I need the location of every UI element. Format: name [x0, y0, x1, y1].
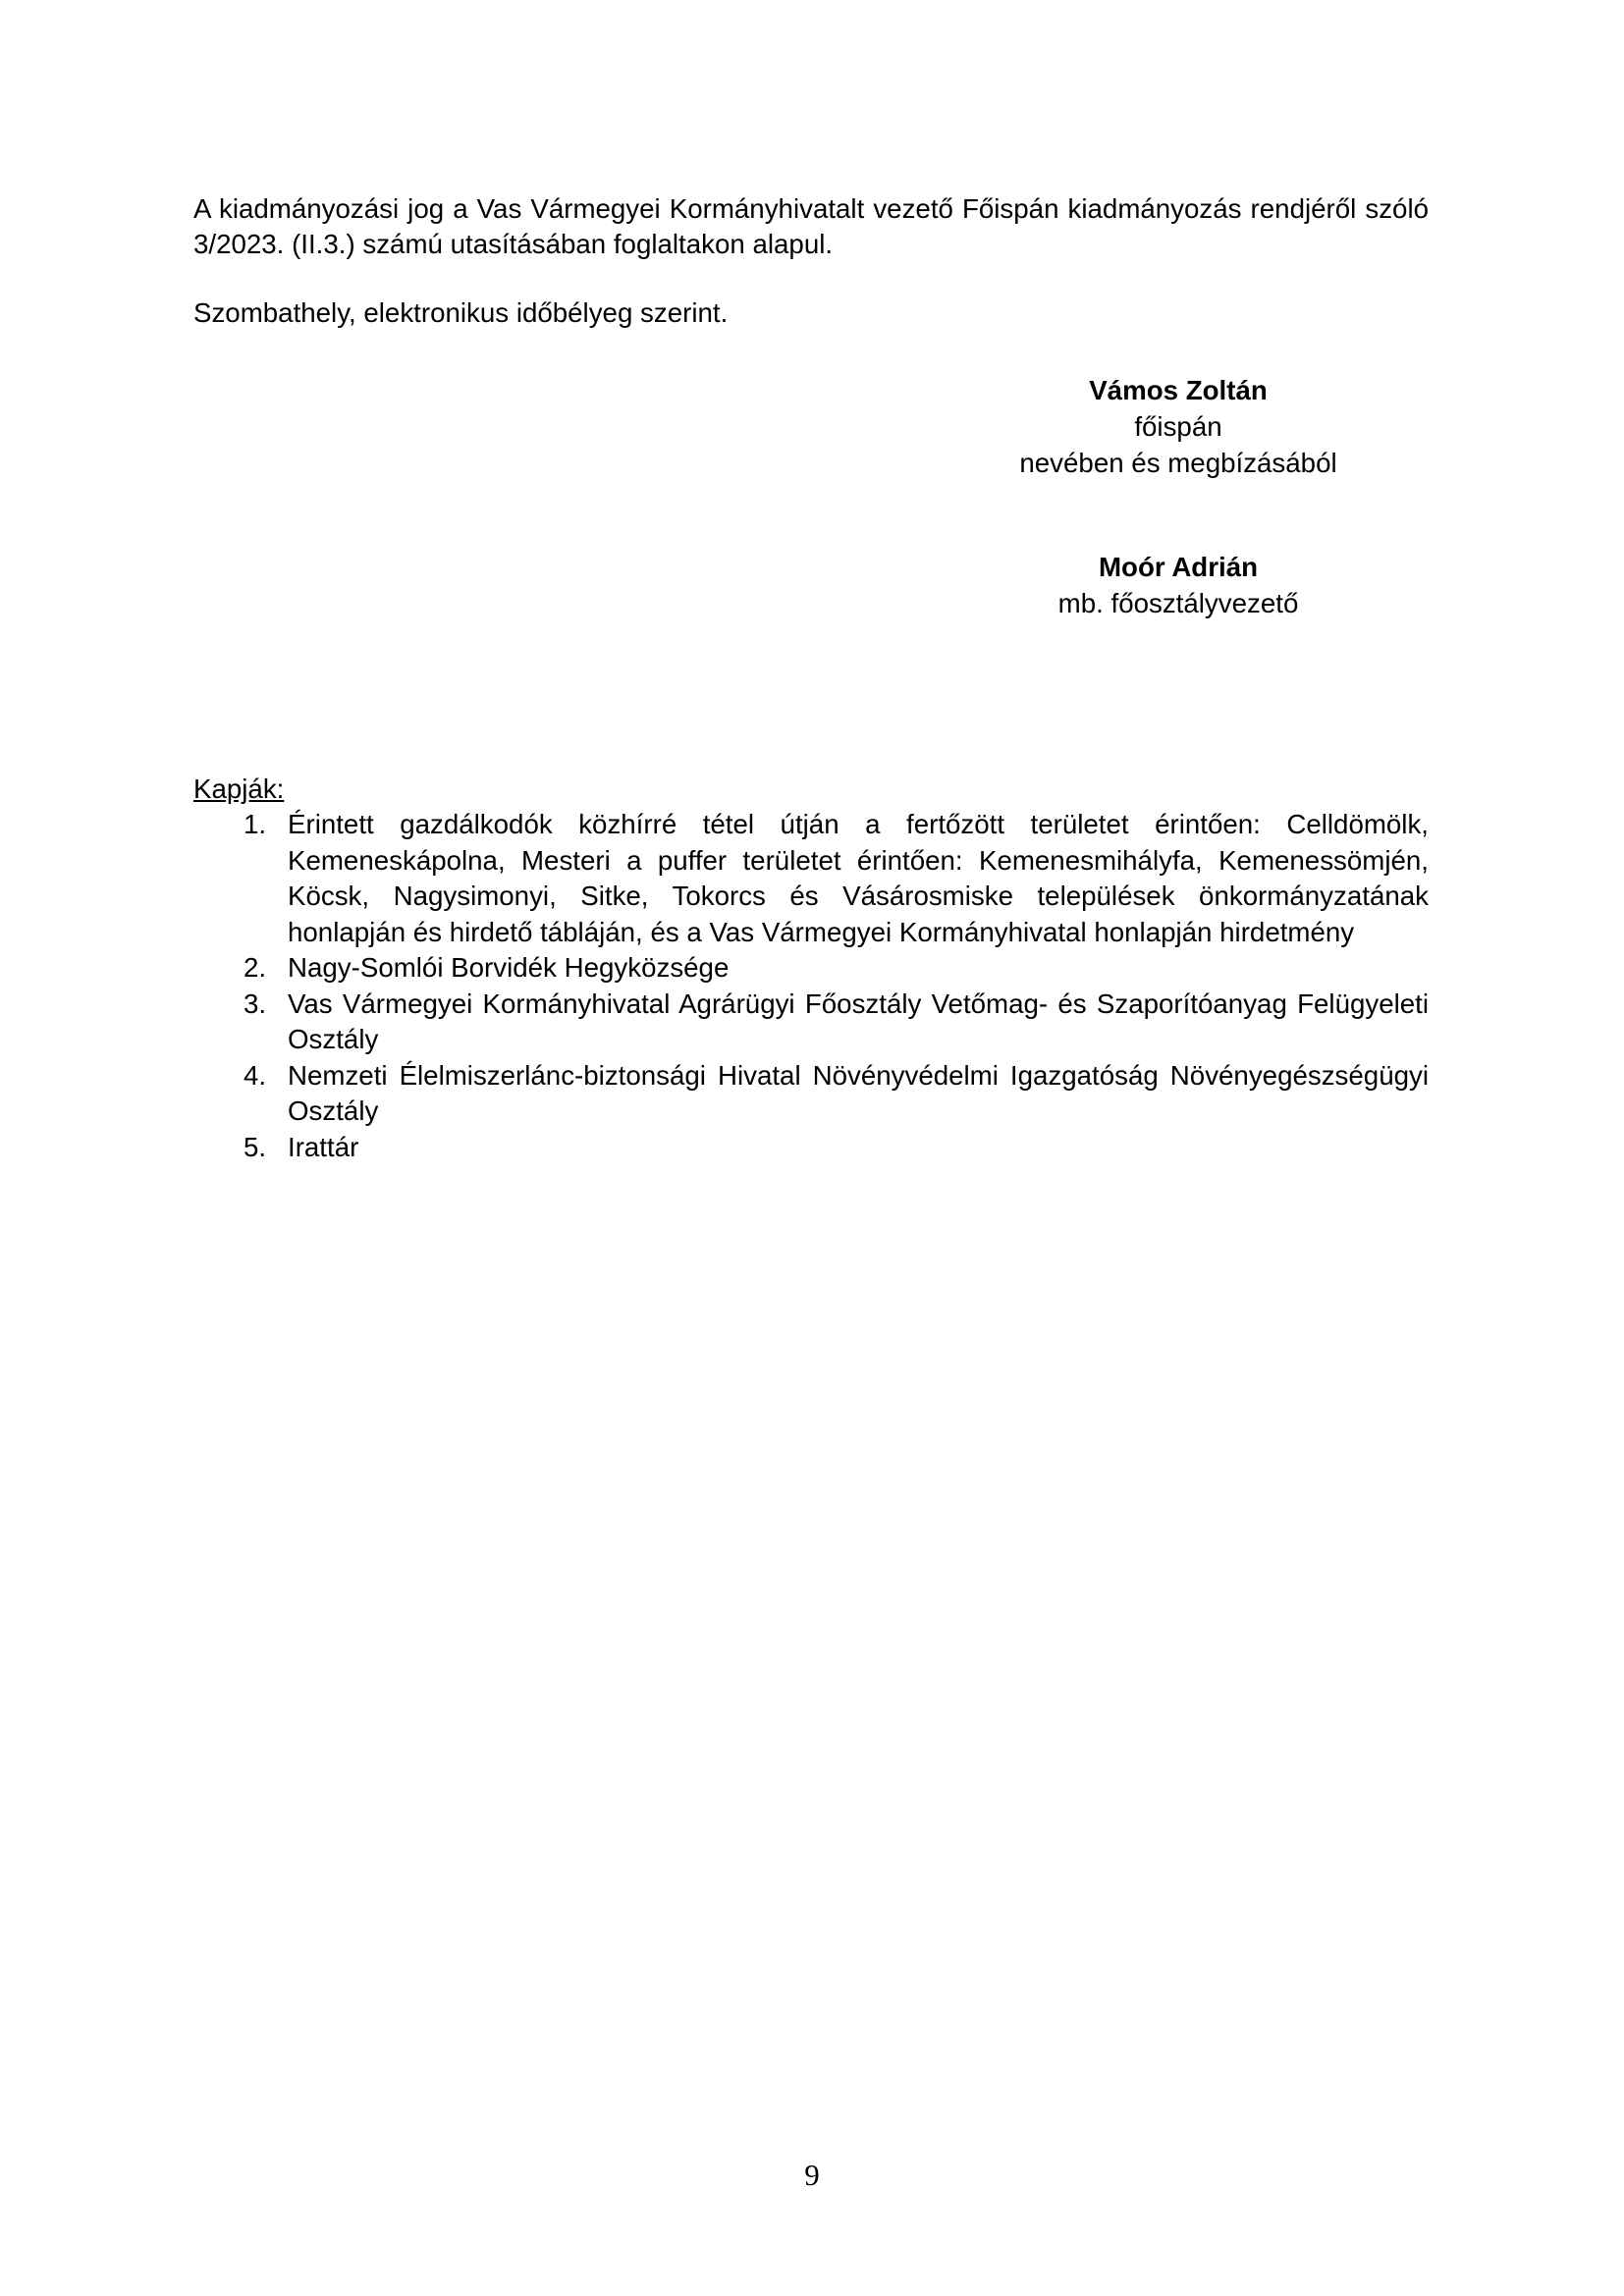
- signature-block-foispan: [835, 372, 1522, 481]
- signatory-title: mb. főosztályvezető: [1057, 588, 1299, 618]
- list-item-number: 5.: [244, 1131, 267, 1162]
- list-item: [193, 807, 1429, 950]
- signatory-title: főispán: [1134, 411, 1222, 442]
- list-item: [193, 950, 1429, 987]
- list-item-text: Nagy-Somlói Borvidék Hegyközsége: [288, 952, 730, 983]
- recipients-heading: Kapják:: [193, 774, 285, 804]
- list-item-number: 1.: [244, 809, 267, 839]
- signatory-name: Vámos Zoltán: [1089, 375, 1268, 405]
- page-number: 9: [804, 2158, 820, 2192]
- signatory-note: nevében és megbízásából: [1019, 448, 1337, 478]
- list-item-text: Érintett gazdálkodók közhírré tétel útján a fertőzött területet érintően: Celldömölk, Kemeneskápolna, Mesteri a puffer területet érintően: Kemenesmihályfa, Kemenessömjén, Köcsk, Nagysimonyi, Sitke, Tokorcs és Vásárosmiske települések önkormányzatának honlapján és hirdető tábláján, és a Vas Vármegyei Kormányhivatal honlapján hirdetmény: [288, 809, 1429, 947]
- paragraph-legal-basis: A kiadmányozási jog a Vas Vármegyei Kormányhivatalt vezető Főispán kiadmányozás rendjéről szóló 3/2023. (II.3.) számú utasításában foglaltakon alapul.: [193, 193, 1429, 259]
- recipients-heading-row: [193, 772, 1429, 807]
- list-item-number: 2.: [244, 952, 267, 983]
- list-item: [193, 1130, 1429, 1166]
- list-item: [193, 987, 1429, 1058]
- list-item-number: 3.: [244, 988, 267, 1019]
- paragraph-place-date: Szombathely, elektronikus időbélyeg szerint.: [193, 297, 729, 328]
- list-item: [193, 1058, 1429, 1130]
- signatory-name: Moór Adrián: [1098, 552, 1258, 582]
- signature-block-foosztalyvezeto: [835, 549, 1522, 621]
- list-item-text: Nemzeti Élelmiszerlánc-biztonsági Hivatal Növényvédelmi Igazgatóság Növényegészségügyi Osztály: [288, 1059, 1429, 1126]
- list-item-text: Vas Vármegyei Kormányhivatal Agrárügyi Főosztály Vetőmag- és Szaporítóanyag Felügyeleti Osztály: [288, 988, 1429, 1054]
- recipients-list: [193, 807, 1429, 1165]
- list-item-text: Irattár: [288, 1131, 359, 1162]
- list-item-number: 4.: [244, 1059, 267, 1091]
